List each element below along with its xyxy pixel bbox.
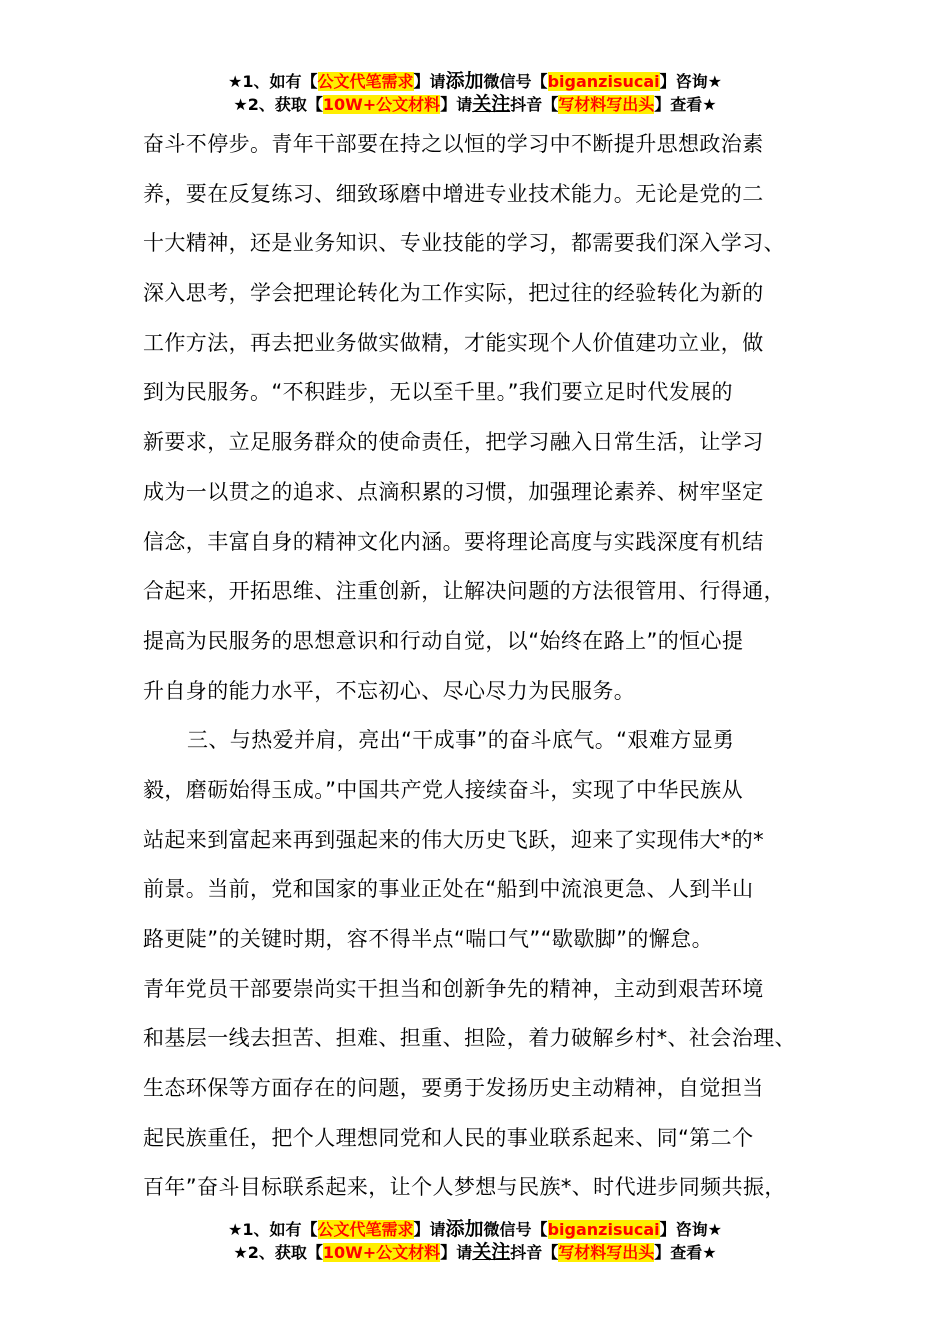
banner-highlight: 公文代笔需求	[317, 72, 414, 91]
body-line: 升自身的能力水平，不忘初心、尽心尽力为民服务。	[143, 678, 636, 703]
banner-highlight: 写材料写出头	[558, 95, 655, 114]
banner-text: 】请	[413, 72, 446, 91]
banner-highlight: biganzisucai	[547, 72, 660, 91]
banner-text: 抖音【	[510, 1243, 559, 1262]
body-line: 百年”奋斗目标联系起来，让个人梦想与民族*、时代进步同频共振，	[143, 1175, 786, 1200]
body-line: 合起来，开拓思维、注重创新，让解决问题的方法很管用、行得通，	[143, 579, 785, 604]
banner-emphasis: 添加	[445, 70, 484, 92]
body-line: 到为民服务。“不积跬步，无以至千里。”我们要立足时代发展的	[143, 380, 733, 405]
body-line: 新要求，立足服务群众的使命责任，把学习融入日常生活，让学习	[143, 430, 764, 455]
banner-line-1	[0, 70, 950, 93]
body-line: 青年党员干部要崇尚实干担当和创新争先的精神，主动到艰苦环境	[143, 976, 764, 1001]
banner-highlight: 10W+公文材料	[322, 1243, 441, 1262]
banner-highlight: 10W+公文材料	[322, 95, 441, 114]
section-heading-line: 三、与热爱并肩，亮出“干成事”的奋斗底气。“艰难方显勇	[187, 728, 735, 753]
banner-text: 微信号【	[483, 72, 548, 91]
footer-banner	[0, 1218, 950, 1264]
body-line: 十大精神，还是业务知识、专业技能的学习，都需要我们深入学习、	[143, 231, 785, 256]
body-line: 起民族重任，把个人理想同党和人民的事业联系起来、同“第二个	[143, 1125, 754, 1150]
banner-line-2	[0, 93, 950, 116]
banner-text: 】请	[413, 1220, 446, 1239]
body-line: 前景。当前，党和国家的事业正处在“船到中流浪更急、人到半山	[143, 877, 754, 902]
banner-line-2	[0, 1241, 950, 1264]
body-line: 生态环保等方面存在的问题，要勇于发扬历史主动精神，自觉担当	[143, 1076, 764, 1101]
banner-line-1	[0, 1218, 950, 1241]
banner-text: ★2、获取【	[233, 95, 323, 114]
banner-text: 】查看★	[654, 95, 717, 114]
banner-text: 】请	[440, 95, 473, 114]
body-line: 工作方法，再去把业务做实做精，才能实现个人价值建功立业，做	[143, 330, 764, 355]
banner-text: 】咨询★	[659, 72, 722, 91]
body-line: 路更陡”的关键时期，容不得半点“喘口气”“歇歇脚”的懈怠。	[143, 927, 713, 951]
banner-text: ★1、如有【	[228, 72, 318, 91]
banner-emphasis: 关注	[472, 93, 511, 115]
banner-text: 微信号【	[483, 1220, 548, 1239]
banner-text: 抖音【	[510, 95, 559, 114]
body-line: 提高为民服务的思想意识和行动自觉，以“始终在路上”的恒心提	[143, 628, 744, 653]
body-line: 养，要在反复练习、细致琢磨中增进专业技术能力。无论是党的二	[143, 181, 764, 206]
body-line: 奋斗不停步。青年干部要在持之以恒的学习中不断提升思想政治素	[143, 132, 764, 156]
banner-emphasis: 添加	[445, 1218, 484, 1240]
banner-text: ★1、如有【	[228, 1220, 318, 1239]
body-line: 和基层一线去担苦、担难、担重、担险，着力破解乡村*、社会治理、	[143, 1026, 796, 1051]
document-body	[143, 120, 833, 1213]
body-line: 信念，丰富自身的精神文化内涵。要将理论高度与实践深度有机结	[143, 529, 764, 554]
banner-text: 】咨询★	[659, 1220, 722, 1239]
banner-text: 】查看★	[654, 1243, 717, 1262]
banner-emphasis: 关注	[472, 1241, 511, 1263]
banner-highlight: 公文代笔需求	[317, 1220, 414, 1239]
body-line: 站起来到富起来再到强起来的伟大历史飞跃，迎来了实现伟大*的*	[143, 827, 764, 852]
body-line: 深入思考，学会把理论转化为工作实际，把过往的经验转化为新的	[143, 281, 764, 306]
banner-highlight: biganzisucai	[547, 1220, 660, 1239]
banner-text: ★2、获取【	[233, 1243, 323, 1262]
header-banner	[0, 70, 950, 116]
body-line: 毅，磨砺始得玉成。”中国共产党人接续奋斗，实现了中华民族从	[143, 777, 743, 802]
banner-text: 】请	[440, 1243, 473, 1262]
banner-highlight: 写材料写出头	[558, 1243, 655, 1262]
body-line: 成为一以贯之的追求、点滴积累的习惯，加强理论素养、树牢坚定	[143, 479, 764, 504]
